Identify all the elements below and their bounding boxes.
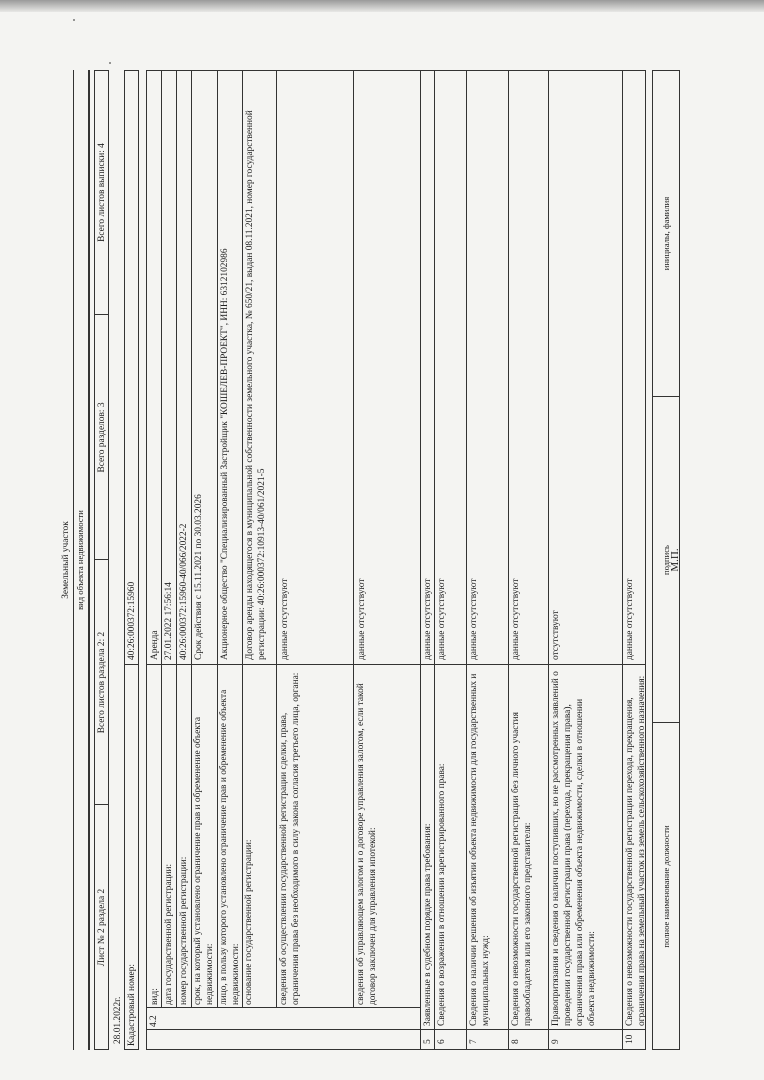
row-number-5: 5: [423, 1039, 433, 1044]
row-value-claims: данные отсутствуют: [423, 578, 433, 660]
total-sections: Всего разделов: 3: [97, 402, 107, 473]
object-type-label: вид объекта недвижимости: [75, 510, 85, 610]
field-value-kind: Аренда: [150, 630, 160, 660]
field-value-reg-number: 40:26:000372:15960-40/066/2022-2: [179, 523, 189, 660]
field-value-reg-date: 27.01.2022 17:56:14: [164, 582, 174, 660]
row-value-objection: данные отсутствуют: [437, 578, 447, 660]
row-number-10: 10: [625, 1034, 635, 1044]
section-title: Земельный участок: [61, 521, 71, 599]
field-label-kind: вид:: [150, 988, 160, 1005]
field-label-pledge-manager: сведения об управляющем залогом и о договоре управления залогом, если такой договор заключен для управления ипотекой:: [356, 683, 378, 1005]
row-number-7: 7: [469, 1039, 479, 1044]
row-number-4-2: 4.2: [149, 1015, 159, 1027]
row-label-seizure: Сведения о наличии решения об изъятии объекта недвижимости для государственных и муниципальных нужд:: [469, 673, 491, 1026]
row-label-claims: Заявленные в судебном порядке права требования:: [423, 823, 433, 1026]
row-value-agricultural: данные отсутствуют: [625, 578, 635, 660]
cadastral-value: 40:26:000372:15960: [127, 581, 137, 660]
row-label-objection: Сведения о возражении в отношении зарегистрированного права:: [437, 763, 447, 1026]
name-label: инициалы, фамилия: [661, 196, 671, 271]
field-label-consent: сведения об осуществлении государственной регистрации сделки, права, ограничения права без необходимого в силу закона согласия третьего лица, органа:: [279, 672, 301, 1005]
field-label-reg-number: номер государственной регистрации:: [179, 856, 189, 1005]
row-value-personal-participation: данные отсутствуют: [511, 578, 521, 660]
row-value-seizure: данные отсутствуют: [469, 578, 479, 660]
stamp-place-label: М.П.: [669, 548, 681, 572]
signature-label: подпись: [661, 545, 671, 575]
scan-speck: [109, 62, 111, 64]
scan-speck: [73, 19, 75, 21]
row-value-claims-pending: отсутствуют: [551, 610, 561, 660]
rotated-document-page: [60, 70, 680, 1050]
document-date: 28.01.2022г.: [113, 996, 123, 1044]
field-value-consent: данные отсутствуют: [280, 578, 290, 660]
divider: [88, 70, 90, 1050]
row-number-8: 8: [511, 1039, 521, 1044]
field-label-basis: основание государственной регистрации:: [244, 839, 254, 1005]
total-sheets-section: Всего листов раздела 2: 2: [97, 631, 107, 734]
field-value-term: Срок действия с 15.11.2021 по 30.03.2026: [194, 494, 204, 660]
sheet-number: Лист № 2 раздела 2: [97, 888, 107, 967]
field-value-pledge-manager: данные отсутствуют: [357, 578, 367, 660]
row-number-6: 6: [437, 1039, 447, 1044]
position-label: полное наименование должности: [661, 825, 671, 948]
row-label-claims-pending: Правопритязания и сведения о наличии поступивших, но не рассмотренных заявлений о проведении государственной регистрации права (перехода, прекращения права), ограничения права или обременения объекта недвижимости, сделки в отношении объекта недвижимости:: [551, 671, 597, 1026]
scanner-edge: [0, 0, 764, 12]
row-label-personal-participation: Сведения о невозможности государственной регистрации без личного участия правообладателя или его законного представителя:: [511, 712, 533, 1026]
field-label-beneficiary: лицо, в пользу которого установлено ограничение прав и обременение объекта недвижимости:: [219, 689, 241, 1005]
cadastral-row: [124, 70, 139, 1050]
row-number-9: 9: [551, 1039, 561, 1044]
total-sheets-extract: Всего листов выписки: 4: [97, 143, 107, 242]
field-label-term: срок, на который установлено ограничение прав и обременение объекта недвижимости:: [193, 716, 215, 1005]
field-value-basis: Договор аренды находящегося в муниципальной собственности земельного участка, № 650/21, выдан 08.11.2021, номер государственной регистрации: 40:26:000372:10913-40/061/2021-5: [245, 110, 267, 660]
row-label-agricultural: Сведения о невозможности государственной регистрации перехода, прекращения, ограничения права на земельный участок из земель сельскохозяйственного назначения:: [625, 675, 647, 1026]
field-value-beneficiary: Акционерное общество "Специализированный Застройщик "КОШЕЛЕВ-ПРОЕКТ", ИНН: 6312102986: [220, 248, 230, 660]
field-label-reg-date: дата государственной регистрации:: [164, 863, 174, 1005]
cadastral-label: Кадастровый номер:: [127, 964, 137, 1046]
